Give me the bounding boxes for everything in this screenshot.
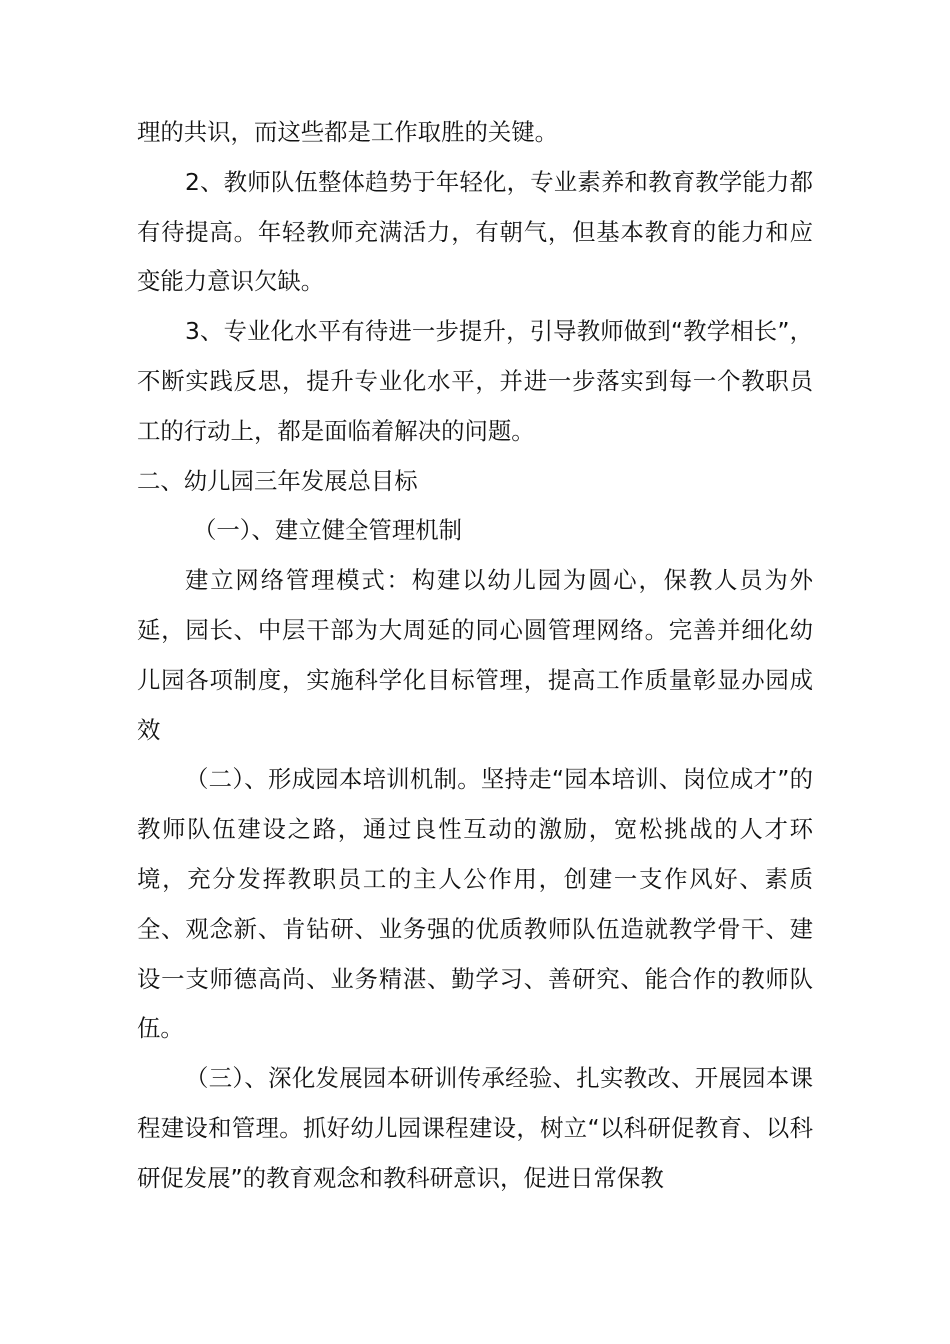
- paragraph-item-2-young-teachers: 2、教师队伍整体趋势于年轻化，专业素养和教育教学能力都有待提高。年轻教师充满活力，有朝气，但基本教育的能力和应变能力意识欠缺。: [137, 167, 813, 296]
- paragraph-training-mechanism: （二）、形成园本培训机制。坚持走“园本培训、岗位成才”的教师队伍建设之路，通过良性互动的激励，宽松挑战的人才环境，充分发挥教职员工的主人公作用，创建一支作风好、素质全、观念新、肯钻研、业务强的优质教师队伍造就教学骨干、建设一支师德高尚、业务精湛、勤学习、善研究、能合作的教师队伍。: [137, 765, 813, 1043]
- paragraph-item-3-professionalism: 3、专业化水平有待进一步提升，引导教师做到“教学相长”，不断实践反思，提升专业化水平，并进一步落实到每一个教职员工的行动上，都是面临着解决的问题。: [137, 317, 813, 445]
- paragraph-curriculum-development: （三）、深化发展园本研训传承经验、扎实教改、开展园本课程建设和管理。抓好幼儿园课程建设，树立“以科研促教育、以科研促发展”的教育观念和教科研意识，促进日常保教: [137, 1064, 813, 1192]
- document-body: [137, 108, 813, 1204]
- paragraph-network-management: 建立网络管理模式：构建以幼儿园为圆心，保教人员为外延，园长、中层干部为大周延的同心圆管理网络。完善并细化幼儿园各项制度，实施科学化目标管理，提高工作质量彰显办园成效: [137, 566, 813, 744]
- section-heading-three-year-goals: 二、幼儿园三年发展总目标: [137, 466, 418, 495]
- subheading-management-mechanism: （一）、建立健全管理机制: [193, 516, 462, 545]
- paragraph-consensus-ending: 理的共识，而这些都是工作取胜的关键。: [137, 118, 559, 146]
